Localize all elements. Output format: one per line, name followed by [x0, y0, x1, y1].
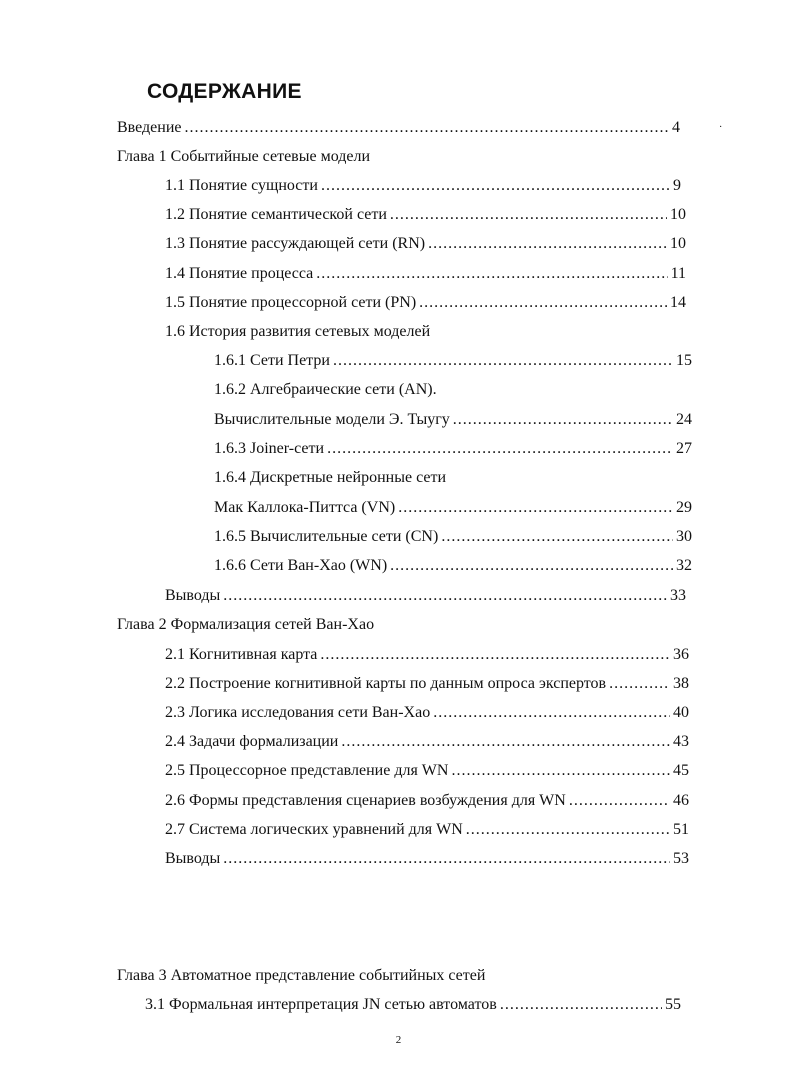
- toc-page-number: 43: [673, 733, 689, 750]
- toc-entry-title: 2.2 Построение когнитивной карты по данным опроса экспертов: [165, 675, 607, 692]
- toc-entry-1-6-2-line2: [214, 408, 692, 432]
- toc-entry-2-7: [165, 818, 689, 842]
- toc-leader: [609, 672, 670, 696]
- toc-leader: [453, 408, 673, 432]
- toc-entry-title: 3.1 Формальная интерпретация JN сетью автоматов: [145, 996, 497, 1013]
- toc-page-number: 29: [676, 499, 692, 516]
- toc-entry-1-2: [165, 203, 686, 227]
- toc-page-number: 14: [670, 294, 686, 311]
- stray-mark: ·: [719, 122, 723, 133]
- page-number: 2: [395, 1034, 402, 1046]
- toc-entry-chapter2-conclusions: [165, 847, 689, 871]
- toc-entry-title: Введение: [117, 119, 182, 136]
- toc-page-number: 38: [673, 675, 689, 692]
- toc-entry-1-6-5: [214, 525, 692, 549]
- toc-entry-title: 2.7 Система логических уравнений для WN: [165, 821, 463, 838]
- toc-entry-1-6-2-line1: 1.6.2 Алгебраические сети (AN).: [214, 381, 437, 398]
- toc-entry-3-1: [145, 993, 681, 1017]
- toc-page-number: 45: [673, 762, 689, 779]
- toc-page-number: 24: [676, 411, 692, 428]
- toc-leader: [441, 525, 673, 549]
- toc-chapter-1: Глава 1 Событийные сетевые модели: [117, 148, 371, 165]
- toc-leader: [223, 847, 670, 871]
- toc-page-number: 10: [670, 235, 686, 252]
- toc-entry-title: 2.4 Задачи формализации: [165, 733, 339, 750]
- toc-entry-title: 2.1 Когнитивная карта: [165, 646, 318, 663]
- toc-section-1-6: 1.6 История развития сетевых моделей: [165, 323, 431, 340]
- toc-leader: [398, 496, 673, 520]
- toc-entry-1-6-6: [214, 554, 692, 578]
- toc-entry-title: 1.6.3 Joiner-сети: [214, 440, 325, 457]
- toc-page-number: 33: [670, 587, 686, 604]
- toc-entry-1-6-4-line2: [214, 496, 692, 520]
- toc-page-number: 46: [673, 792, 689, 809]
- toc-entry-title: 1.2 Понятие семантической сети: [165, 206, 387, 223]
- toc-leader: [223, 584, 667, 608]
- toc-leader: [341, 730, 670, 754]
- toc-page-number: 40: [673, 704, 689, 721]
- toc-page-number: 32: [676, 557, 692, 574]
- toc-page-number: 36: [673, 646, 689, 663]
- toc-leader: [390, 203, 667, 227]
- toc-entry-1-4: [165, 262, 686, 286]
- toc-entry-1-1: [165, 174, 681, 198]
- toc-entry-2-5: [165, 759, 689, 783]
- page-title: СОДЕРЖАНИЕ: [147, 80, 302, 103]
- toc-entry-title: 2.6 Формы представления сценариев возбуждения для WN: [165, 792, 566, 809]
- toc-leader: [428, 232, 667, 256]
- toc-entry-1-6-1: [214, 349, 692, 373]
- toc-entry-title: 1.6.6 Сети Ван-Хао (WN): [214, 557, 388, 574]
- toc-entry-title: 1.6.1 Сети Петри: [214, 352, 330, 369]
- toc-entry-title: Выводы: [165, 850, 221, 867]
- toc-leader: [327, 437, 673, 461]
- toc-leader: [321, 174, 670, 198]
- toc-leader: [185, 116, 670, 140]
- toc-chapter-2: Глава 2 Формализация сетей Ван-Хао: [117, 616, 375, 633]
- toc-entry-title: 2.5 Процессорное представление для WN: [165, 762, 449, 779]
- toc-entry-intro: [117, 116, 680, 140]
- toc-leader: [451, 759, 670, 783]
- toc-page-number: 4: [672, 119, 680, 136]
- toc-entry-title: 2.3 Логика исследования сети Ван-Хао: [165, 704, 431, 721]
- toc-entry-title: Вычислительные модели Э. Тыугу: [214, 411, 450, 428]
- toc-leader: [419, 291, 667, 315]
- toc-chapter-3: Глава 3 Автоматное представление событийных сетей: [117, 967, 486, 984]
- toc-entry-title: Выводы: [165, 587, 221, 604]
- toc-entry-chapter1-conclusions: [165, 584, 686, 608]
- toc-page-number: 11: [670, 265, 686, 282]
- toc-leader: [333, 349, 673, 373]
- toc-leader: [500, 993, 662, 1017]
- toc-page-number: 9: [673, 177, 681, 194]
- toc-leader: [433, 701, 670, 725]
- toc-entry-title: 1.3 Понятие рассуждающей сети (RN): [165, 235, 426, 252]
- toc-entry-2-4: [165, 730, 689, 754]
- toc-entry-1-6-4-line1: 1.6.4 Дискретные нейронные сети: [214, 469, 447, 486]
- toc-entry-title: 1.6.5 Вычислительные сети (CN): [214, 528, 439, 545]
- toc-entry-title: 1.1 Понятие сущности: [165, 177, 318, 194]
- toc-entry-title: 1.5 Понятие процессорной сети (PN): [165, 294, 417, 311]
- toc-leader: [569, 789, 670, 813]
- toc-entry-1-6-3: [214, 437, 692, 461]
- toc-entry-title: 1.4 Понятие процесса: [165, 265, 314, 282]
- toc-leader: [466, 818, 670, 842]
- toc-page-number: 30: [676, 528, 692, 545]
- toc-entry-1-5: [165, 291, 686, 315]
- toc-page-number: 55: [665, 996, 681, 1013]
- toc-leader: [390, 554, 673, 578]
- toc-entry-2-2: [165, 672, 689, 696]
- toc-page-number: 53: [673, 850, 689, 867]
- toc-entry-2-3: [165, 701, 689, 725]
- toc-page-number: 15: [676, 352, 692, 369]
- toc-leader: [316, 262, 667, 286]
- toc-page-number: 10: [670, 206, 686, 223]
- toc-entry-2-1: [165, 643, 689, 667]
- toc-entry-2-6: [165, 789, 689, 813]
- toc-entry-title: Мак Каллока-Питтса (VN): [214, 499, 396, 516]
- toc-page-number: 51: [673, 821, 689, 838]
- toc-page-number: 27: [676, 440, 692, 457]
- toc-entry-1-3: [165, 232, 686, 256]
- toc-leader: [320, 643, 670, 667]
